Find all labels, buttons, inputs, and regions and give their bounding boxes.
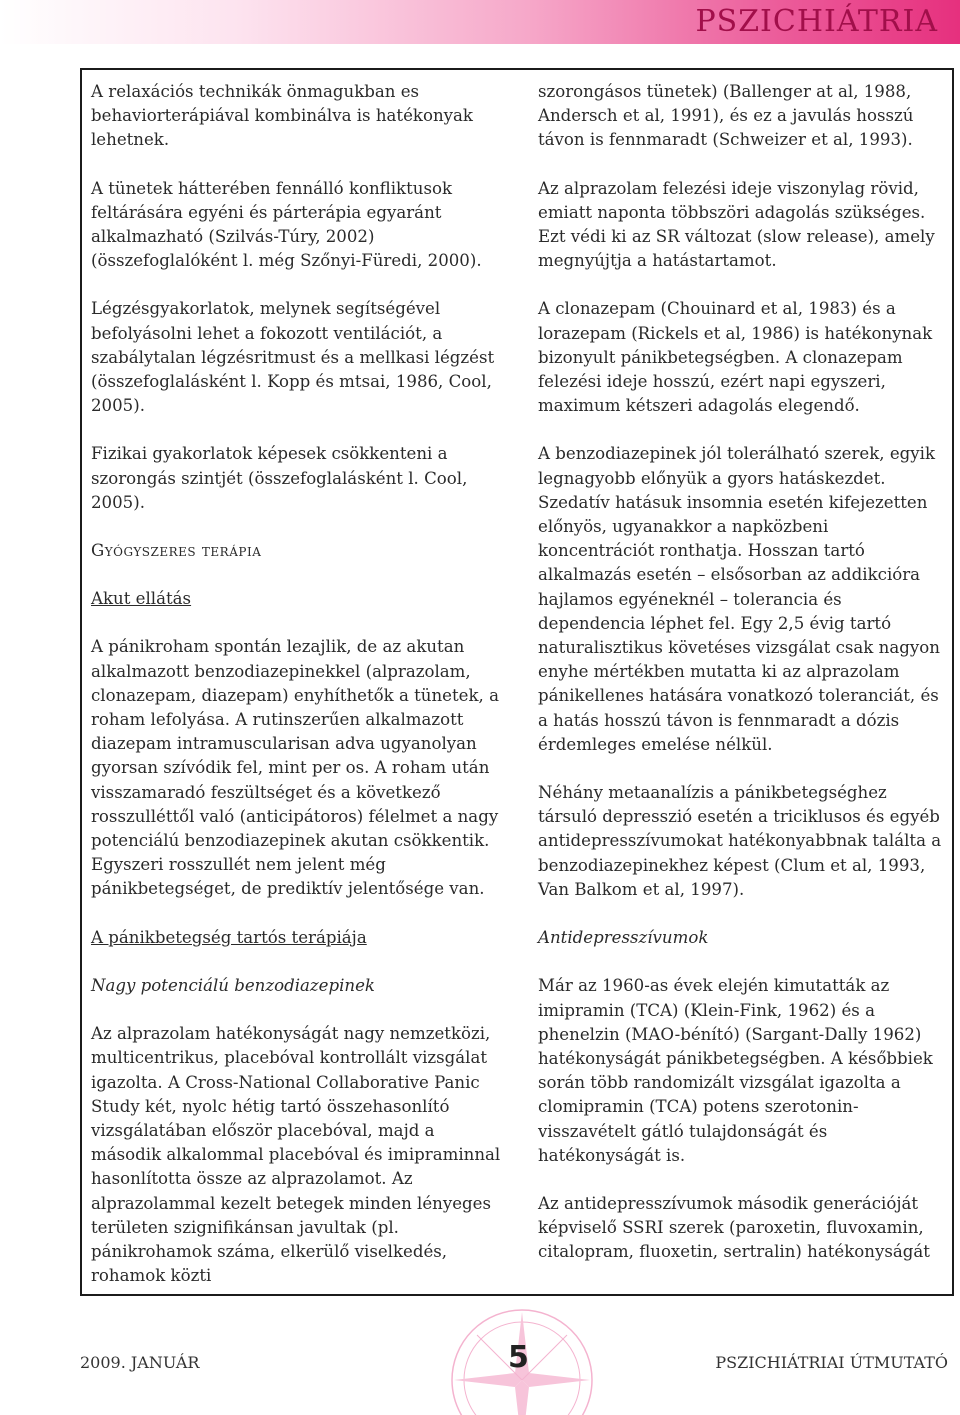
paragraph: Fizikai gyakorlatok képesek csökkenteni a szorongás szintjét (összefoglalásként l. Cool, 2005). <box>91 444 468 512</box>
paragraph: A tünetek hátterében fennálló konfliktusok feltárására egyéni és párterápia egyaránt alkalmazható (Szilvás-Túry, 2002) (összefoglalóként l. még Szőnyi-Füredi, 2000). <box>91 178 482 271</box>
left-column <box>91 80 501 1312</box>
paragraph: Az alprazolam felezési ideje viszonylag rövid, emiatt naponta többszöri adagolás szükséges. Ezt védi ki az SR változat (slow release), amely megnyújtja a hatástartamot. <box>538 178 935 271</box>
paragraph: A benzodiazepinek jól tolerálható szerek, egyik legnagyobb előnyük a gyors hatáskezdet. Szedatív hatásuk insomnia esetén kifejezetten előnyös, ugyanakkor a napközbeni koncentrációt ronthatja. Hosszan tartó alkalmazás esetén – elsősorban az addikcióra hajlamos egyéneknél – tolerancia és dependencia léphet fel. Egy 2,5 évig tartó naturalisztikus követéses vizsgálat csak nagyon enyhe mértékben mutatta ki az alprazolam pánikellenes hatására vonatkozó toleranciát, és a hatás hosszú távon is fennmaradt a dózis érdemleges emelése nélkül. <box>538 444 940 754</box>
right-column <box>538 80 948 1289</box>
paragraph: A clonazepam (Chouinard et al, 1983) és a lorazepam (Rickels et al, 1986) is hatékonynak bizonyult pánikbetegségben. A clonazepam felezési ideje hosszú, ezért napi egyszeri, maximum kétszeri adagolás elegendő. <box>538 299 933 416</box>
paragraph: Már az 1960-as évek elején kimutatták az imipramin (TCA) (Klein-Fink, 1962) és a phenelzin (MAO-bénító) (Sargant-Dally 1962) hatékonyságát pánikbetegségben. A későbbiek során több randomizált vizsgálat igazolta a clomipramin (TCA) potens szerotonin-visszavételt gátló tulajdonságát és hatékonyságát is. <box>538 976 933 1165</box>
page-title: PSZICHIÁTRIA <box>695 4 938 39</box>
paragraph: A relaxációs technikák önmagukban es behaviorterápiával kombinálva is hatékonyak lehetnek. <box>91 82 473 150</box>
paragraph: Néhány metaanalízis a pánikbetegséghez társuló depresszió esetén a triciklusos és egyéb antidepresszívumokat hatékonyabbnak találta a benzodiazepinekhez képest (Clum et al, 1993, Van Balkom et al, 1997). <box>538 783 942 899</box>
subheading: A pánikbetegség tartós terápiája <box>91 927 367 947</box>
footer-publication: PSZICHIÁTRIAI ÚTMUTATÓ <box>715 1353 948 1372</box>
subheading: Akut ellátás <box>91 589 192 609</box>
footer-date: 2009. JANUÁR <box>80 1353 200 1372</box>
paragraph: A pánikroham spontán lezajlik, de az akutan alkalmazott benzodiazepinekkel (alprazolam, clonazepam, diazepam) enyhíthetők a tünetek, a roham lefolyása. A rutinszerűen alkalmazott diazepam intramuscularisan adva ugyanolyan gyorsan szívódik fel, mint per os. A roham után visszamaradó feszültséget és a következő rosszulléttől való (anticipátoros) félelmet a nagy potenciálú benzodiazepinek akutan csökkentik. Egyszeri rosszullét nem jelent még pánikbetegséget, de prediktív jelentősége van. <box>91 637 499 899</box>
paragraph: Az antidepresszívumok második generációját képviselő SSRI szerek (paroxetin, fluvoxamin, citalopram, fluoxetin, sertralin) hatékonyságát <box>538 1193 930 1262</box>
subheading-italic: Antidepresszívumok <box>538 928 709 948</box>
paragraph: szorongásos tünetek) (Ballenger at al, 1988, Andersch et al, 1991), és ez a javulás hosszú távon is fennmaradt (Schweizer et al, 1993). <box>538 82 914 150</box>
subheading-italic: Nagy potenciálú benzodiazepinek <box>91 975 375 995</box>
section-heading: Gyógyszeres terápia <box>91 541 262 561</box>
paragraph: Az alprazolam hatékonyságát nagy nemzetközi, multicentrikus, placebóval kontrollált vizsgálat igazolta. A Cross-National Collaborative Panic Study két, nyolc hétig tartó összehasonlító vizsgálatában először placebóval, majd a második alkalommal placebóval és imipraminnal hasonlította össze az alprazolamot. Az alprazolammal kezelt betegek minden lényeges területen szignifikánsan javultak (pl. pánikrohamok száma, elkerülő viselkedés, rohamok közti <box>91 1024 501 1286</box>
paragraph: Légzésgyakorlatok, melynek segítségével befolyásolni lehet a fokozott ventilációt, a szabálytalan légzésritmust és a mellkasi légzést (összefoglalásként l. Kopp és mtsai, 1986, Cool, 2005). <box>91 299 495 416</box>
page-number: 5 <box>508 1340 529 1375</box>
